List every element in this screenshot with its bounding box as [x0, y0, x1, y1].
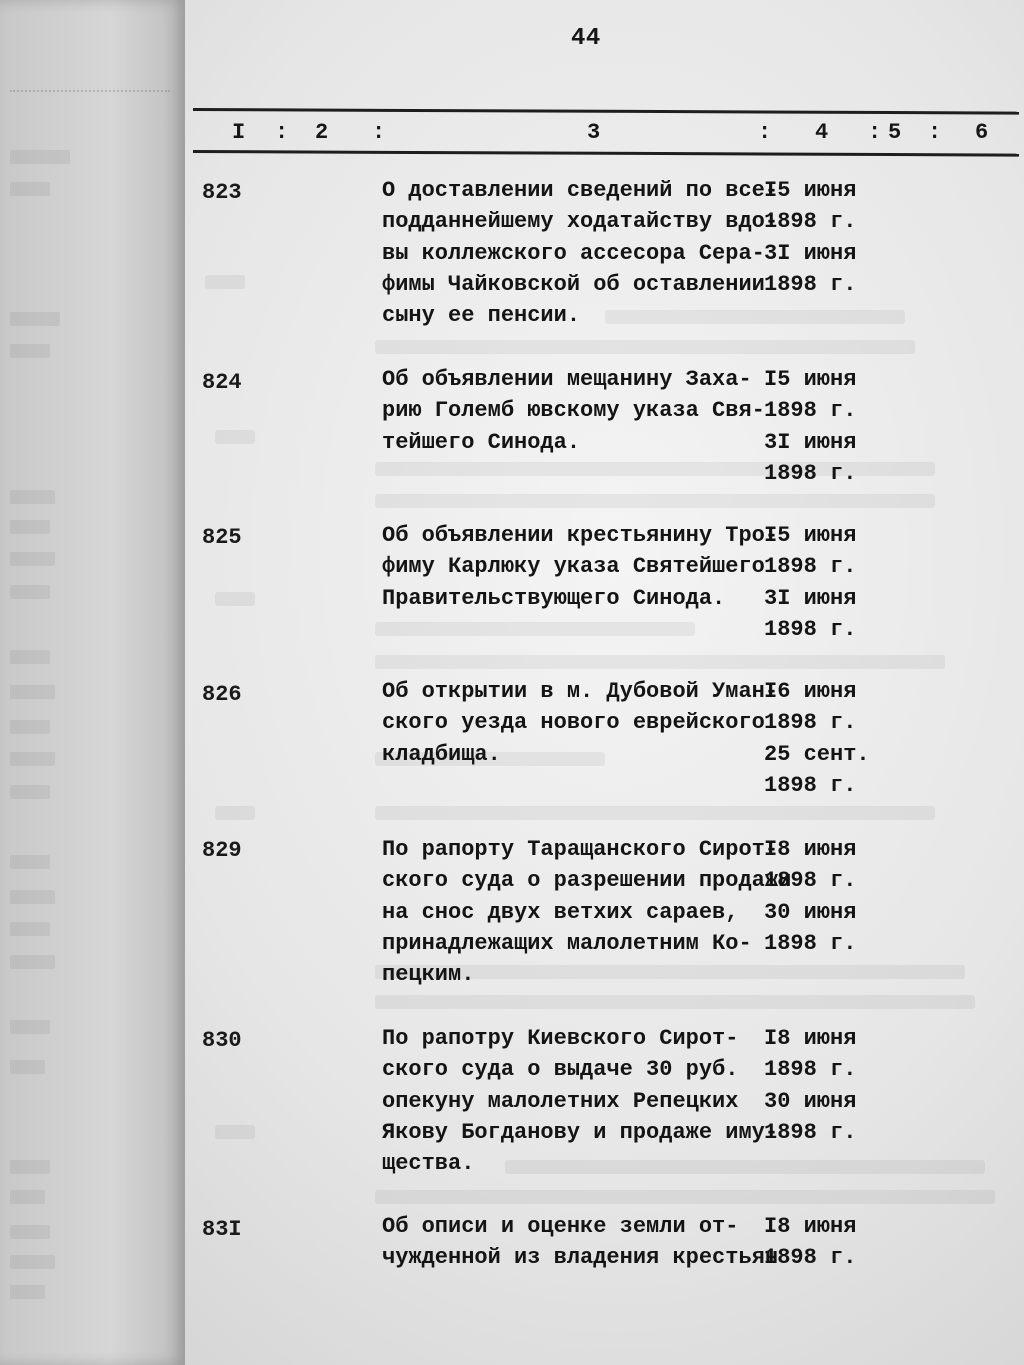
bleed-through — [375, 806, 935, 820]
entry-date-line: 1898 г. — [764, 209, 857, 235]
entry-number: 825 — [202, 525, 242, 550]
entry-description — [382, 834, 792, 990]
entry-line: фиму Карлюку указа Святейшего — [382, 554, 765, 580]
bleed-through — [205, 275, 245, 289]
entry-date-line: 1898 г. — [764, 1245, 857, 1271]
column-separator: : — [868, 120, 882, 145]
entry-line: О доставлении сведений по все- — [382, 178, 779, 203]
entry-line: щества. — [382, 1151, 475, 1177]
bleed-through — [375, 995, 975, 1009]
entry-dates — [764, 175, 856, 300]
previous-page-ghost-text — [10, 150, 70, 164]
entry-dates — [764, 1023, 856, 1148]
entry-date-line: 1898 г. — [764, 772, 857, 798]
entry-date-line: I5 июня — [764, 523, 857, 548]
entry-dates — [764, 676, 870, 801]
previous-page-ghost-text — [10, 1060, 45, 1074]
entry-date-line: 3I июня — [764, 585, 857, 611]
entry-number: 830 — [202, 1028, 242, 1053]
entry-line: на снос двух ветхих сараев, — [382, 899, 739, 925]
column-separator: : — [372, 120, 386, 145]
bleed-through — [215, 592, 255, 606]
entry-date-line: 1898 г. — [764, 1057, 857, 1083]
entry-date-line: 1898 г. — [764, 271, 857, 297]
previous-page-ghost-text — [10, 720, 50, 734]
table-header-bottom-rule — [193, 150, 1019, 157]
entry-number: 829 — [202, 838, 242, 863]
entry-line: сыну ее пенсии. — [382, 303, 581, 329]
entry-line: подданнейшему ходатайству вдо- — [382, 209, 779, 235]
entry-date-line: 1898 г. — [764, 398, 857, 424]
previous-page-ghost-text — [10, 922, 50, 936]
entry-line: вы коллежского ассесора Сера- — [382, 240, 765, 266]
entry-number: 826 — [202, 682, 242, 707]
entry-date-line: 30 июня — [764, 899, 857, 925]
entry-date-line: 25 сент. — [764, 741, 870, 767]
entry-date-line: I8 июня — [764, 1026, 857, 1051]
column-number-3: 3 — [587, 120, 601, 145]
column-number-2: 2 — [315, 120, 329, 145]
bleed-through — [375, 622, 695, 636]
bleed-through — [215, 1125, 255, 1139]
column-number-1: I — [232, 120, 246, 145]
page-number: 44 — [571, 25, 601, 52]
column-separator: : — [275, 120, 289, 145]
entry-line: рию Големб ювскому указа Свя- — [382, 398, 765, 424]
bleed-through — [375, 494, 935, 508]
entry-date-line: 1898 г. — [764, 930, 857, 956]
column-number-5: 5 — [888, 120, 902, 145]
entry-date-line: 1898 г. — [764, 460, 857, 486]
entry-line: По рапотру Киевского Сирот- — [382, 1026, 739, 1051]
entry-line: пецким. — [382, 962, 475, 988]
entry-date-line: 1898 г. — [764, 710, 857, 736]
entry-line: чужденной из владения крестьян — [382, 1245, 779, 1271]
entry-description — [382, 175, 779, 331]
entry-description — [382, 364, 765, 458]
entry-number: 823 — [202, 180, 242, 205]
column-number-6: 6 — [975, 120, 989, 145]
previous-page-ghost-text — [10, 1190, 45, 1204]
previous-page-ghost-text — [10, 1225, 50, 1239]
entry-date-line: 3I июня — [764, 429, 857, 455]
entry-date-line: 1898 г. — [764, 868, 857, 894]
entry-line: кладбища. — [382, 741, 501, 767]
entry-number: 824 — [202, 370, 242, 395]
previous-page-ghost-text — [10, 855, 50, 869]
previous-page-ghost-text — [10, 685, 55, 699]
entry-description — [382, 676, 779, 770]
entry-line: Правительствующего Синода. — [382, 585, 726, 611]
previous-page-rule — [10, 90, 170, 92]
entry-description — [382, 520, 779, 614]
previous-page-ghost-text — [10, 1020, 50, 1034]
entry-number: 83I — [202, 1217, 242, 1242]
previous-page-ghost-text — [10, 182, 50, 196]
previous-page-ghost-text — [10, 520, 50, 534]
entry-line: ского уезда нового еврейского — [382, 710, 765, 736]
entry-date-line: 1898 г. — [764, 616, 857, 642]
entry-date-line: I6 июня — [764, 679, 857, 704]
previous-page-ghost-text — [10, 1255, 55, 1269]
bleed-through — [215, 806, 255, 820]
entry-dates — [764, 520, 856, 645]
entry-line: ского суда о разрешении продажи — [382, 868, 792, 894]
entry-dates — [764, 1211, 856, 1274]
previous-page-ghost-text — [10, 1285, 45, 1299]
previous-page-ghost-text — [10, 785, 50, 799]
entry-description — [382, 1023, 779, 1179]
previous-page-ghost-text — [10, 552, 55, 566]
previous-page-ghost-text — [10, 752, 55, 766]
previous-page-ghost-text — [10, 1160, 50, 1174]
entry-line: Об объявлении крестьянину Тро- — [382, 523, 779, 548]
previous-page-edge — [0, 0, 185, 1365]
entry-line: опекуну малолетних Репецких — [382, 1088, 739, 1114]
entry-dates — [764, 364, 856, 489]
entry-line: тейшего Синода. — [382, 429, 581, 455]
bleed-through — [215, 430, 255, 444]
entry-line: Об объявлении мещанину Заха- — [382, 367, 752, 392]
bleed-through — [375, 1190, 995, 1204]
entry-dates — [764, 834, 856, 959]
bleed-through — [375, 655, 945, 669]
table-header-top-rule — [193, 108, 1019, 115]
column-separator: : — [928, 120, 942, 145]
column-separator: : — [758, 120, 772, 145]
entry-date-line: 30 июня — [764, 1088, 857, 1114]
entry-date-line: 1898 г. — [764, 554, 857, 580]
previous-page-ghost-text — [10, 344, 50, 358]
previous-page-ghost-text — [10, 585, 50, 599]
previous-page-ghost-text — [10, 490, 55, 504]
previous-page-ghost-text — [10, 890, 55, 904]
previous-page-ghost-text — [10, 312, 60, 326]
entry-date-line: I8 июня — [764, 1214, 857, 1239]
entry-date-line: I5 июня — [764, 178, 857, 203]
entry-line: ского суда о выдаче 30 руб. — [382, 1057, 739, 1083]
entry-date-line: I5 июня — [764, 367, 857, 392]
entry-description — [382, 1211, 779, 1274]
column-number-4: 4 — [815, 120, 829, 145]
entry-line: Об открытии в м. Дубовой Уман- — [382, 679, 779, 704]
entry-line: Об описи и оценке земли от- — [382, 1214, 739, 1239]
entry-line: фимы Чайковской об оставлении — [382, 271, 765, 297]
entry-line: Якову Богданову и продаже иму- — [382, 1119, 779, 1145]
previous-page-ghost-text — [10, 650, 50, 664]
entry-date-line: I8 июня — [764, 837, 857, 862]
entry-line: По рапорту Таращанского Сирот- — [382, 837, 779, 862]
entry-date-line: 3I июня — [764, 240, 857, 266]
bleed-through — [375, 340, 915, 354]
main-page — [185, 0, 1024, 1365]
previous-page-ghost-text — [10, 955, 55, 969]
entry-date-line: 1898 г. — [764, 1119, 857, 1145]
entry-line: принадлежащих малолетним Ко- — [382, 930, 752, 956]
